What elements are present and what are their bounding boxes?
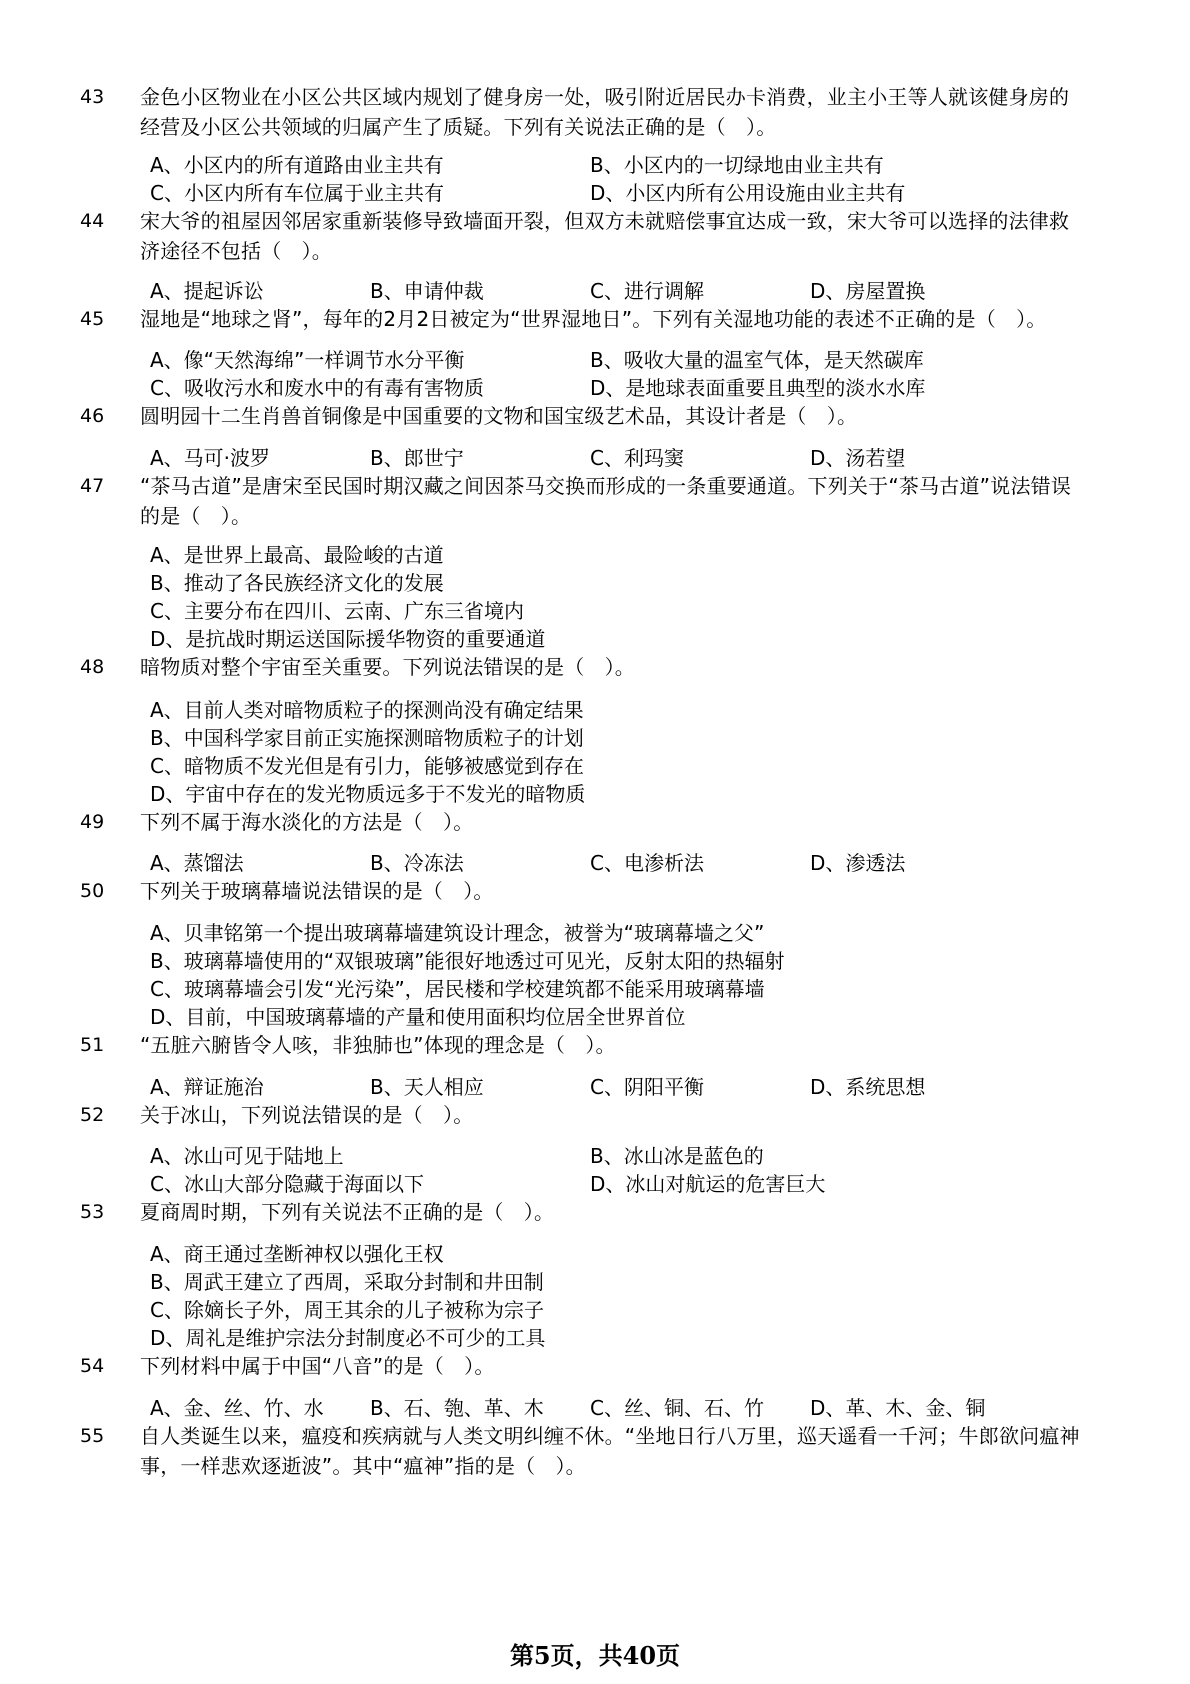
question-number: 52 (80, 1104, 105, 1126)
question-number: 50 (80, 880, 105, 902)
option-c: C、冰山大部分隐藏于海面以下 (150, 1172, 424, 1196)
page-footer: 第5页，共40页 (509, 1641, 681, 1670)
question-number: 53 (80, 1201, 105, 1223)
option-c: C、暗物质不发光但是有引力，能够被感觉到存在 (150, 754, 584, 778)
question-text: 暗物质对整个宇宙至关重要。下列说法错误的是（ ）。 (140, 655, 635, 679)
question-number: 46 (80, 405, 105, 427)
option-a: A、像“天然海绵”一样调节水分平衡 (150, 348, 465, 372)
option-a: A、贝聿铭第一个提出玻璃幕墙建筑设计理念，被誉为“玻璃幕墙之父” (150, 921, 765, 945)
option-c: C、除嫡长子外，周王其余的儿子被称为宗子 (150, 1298, 544, 1322)
question-text: 湿地是“地球之肾”，每年的2月2日被定为“世界湿地日”。下列有关湿地功能的表述不正确的是（ ）。 (140, 307, 1047, 331)
option-d: D、房屋置换 (810, 279, 926, 303)
option-d: D、是抗战时期运送国际援华物资的重要通道 (150, 627, 546, 651)
option-c: C、进行调解 (590, 279, 704, 303)
question-text: 下列关于玻璃幕墙说法错误的是（ ）。 (140, 879, 494, 903)
question-number: 51 (80, 1034, 105, 1056)
option-c: C、丝、铜、石、竹 (590, 1396, 764, 1420)
option-c: C、阴阳平衡 (590, 1075, 704, 1099)
option-b: B、中国科学家目前正实施探测暗物质粒子的计划 (150, 726, 584, 750)
question-number: 43 (80, 86, 105, 108)
question-number: 45 (80, 308, 105, 330)
question-text: 下列不属于海水淡化的方法是（ ）。 (140, 810, 474, 834)
option-a: A、商王通过垄断神权以强化王权 (150, 1242, 444, 1266)
option-a: A、提起诉讼 (150, 279, 264, 303)
option-a: A、金、丝、竹、水 (150, 1396, 324, 1420)
option-a: A、小区内的所有道路由业主共有 (150, 153, 444, 177)
question-text: “五脏六腑皆令人咳，非独肺也”体现的理念是（ ）。 (140, 1033, 616, 1057)
question-number: 55 (80, 1425, 105, 1447)
option-c: C、小区内所有车位属于业主共有 (150, 181, 444, 205)
question-text: 夏商周时期，下列有关说法不正确的是（ ）。 (140, 1200, 555, 1224)
option-c: C、主要分布在四川、云南、广东三省境内 (150, 599, 524, 623)
option-a: A、目前人类对暗物质粒子的探测尚没有确定结果 (150, 698, 584, 722)
option-b: B、玻璃幕墙使用的“双银玻璃”能很好地透过可见光，反射太阳的热辐射 (150, 949, 785, 973)
question-text: 圆明园十二生肖兽首铜像是中国重要的文物和国宝级艺术品，其设计者是（ ）。 (140, 404, 858, 428)
option-b: B、冰山冰是蓝色的 (590, 1144, 764, 1168)
option-b: B、申请仲裁 (370, 279, 484, 303)
option-b: B、天人相应 (370, 1075, 484, 1099)
question-text: 下列材料中属于中国“八音”的是（ ）。 (140, 1354, 495, 1378)
option-a: A、是世界上最高、最险峻的古道 (150, 543, 444, 567)
option-a: A、辩证施治 (150, 1075, 264, 1099)
option-b: B、石、匏、革、木 (370, 1396, 544, 1420)
option-b: B、推动了各民族经济文化的发展 (150, 571, 444, 595)
option-a: A、马可·波罗 (150, 446, 271, 470)
option-d: D、宇宙中存在的发光物质远多于不发光的暗物质 (150, 782, 586, 806)
option-d: D、是地球表面重要且典型的淡水水库 (590, 376, 926, 400)
option-c: C、利玛窦 (590, 446, 684, 470)
option-d: D、汤若望 (810, 446, 906, 470)
option-b: B、吸收大量的温室气体，是天然碳库 (590, 348, 924, 372)
option-c: C、电渗析法 (590, 851, 704, 875)
option-c: C、玻璃幕墙会引发“光污染”，居民楼和学校建筑都不能采用玻璃幕墙 (150, 977, 765, 1001)
option-b: B、冷冻法 (370, 851, 464, 875)
question-text: 宋大爷的祖屋因邻居家重新装修导致墙面开裂，但双方未就赔偿事宜达成一致，宋大爷可以选择的法律救济途径不包括（ ）。 (140, 209, 1070, 263)
question-text: 关于冰山，下列说法错误的是（ ）。 (140, 1103, 474, 1127)
question-number: 54 (80, 1355, 105, 1377)
option-d: D、系统思想 (810, 1075, 926, 1099)
option-b: B、小区内的一切绿地由业主共有 (590, 153, 884, 177)
option-b: B、郎世宁 (370, 446, 464, 470)
question-number: 47 (80, 475, 105, 497)
option-d: D、目前，中国玻璃幕墙的产量和使用面积均位居全世界首位 (150, 1005, 686, 1029)
option-b: B、周武王建立了西周，采取分封制和井田制 (150, 1270, 544, 1294)
question-number: 49 (80, 811, 105, 833)
option-d: D、渗透法 (810, 851, 906, 875)
option-a: A、蒸馏法 (150, 851, 244, 875)
option-c: C、吸收污水和废水中的有毒有害物质 (150, 376, 484, 400)
question-text: 金色小区物业在小区公共区域内规划了健身房一处，吸引附近居民办卡消费，业主小王等人就该健身房的经营及小区公共领域的归属产生了质疑。下列有关说法正确的是（ ）。 (140, 85, 1070, 139)
option-d: D、冰山对航运的危害巨大 (590, 1172, 826, 1196)
option-d: D、革、木、金、铜 (810, 1396, 986, 1420)
question-number: 48 (80, 656, 105, 678)
question-text: “茶马古道”是唐宋至民国时期汉藏之间因茶马交换而形成的一条重要通道。下列关于“茶马古道”说法错误的是（ ）。 (140, 474, 1072, 528)
option-d: D、周礼是维护宗法分封制度必不可少的工具 (150, 1326, 546, 1350)
question-text: 自人类诞生以来，瘟疫和疾病就与人类文明纠缠不休。“坐地日行八万里，巡天遥看一千河；牛郎欲问瘟神事，一样悲欢逐逝波”。其中“瘟神”指的是（ ）。 (140, 1424, 1080, 1478)
option-d: D、小区内所有公用设施由业主共有 (590, 181, 906, 205)
option-a: A、冰山可见于陆地上 (150, 1144, 344, 1168)
question-number: 44 (80, 210, 105, 232)
